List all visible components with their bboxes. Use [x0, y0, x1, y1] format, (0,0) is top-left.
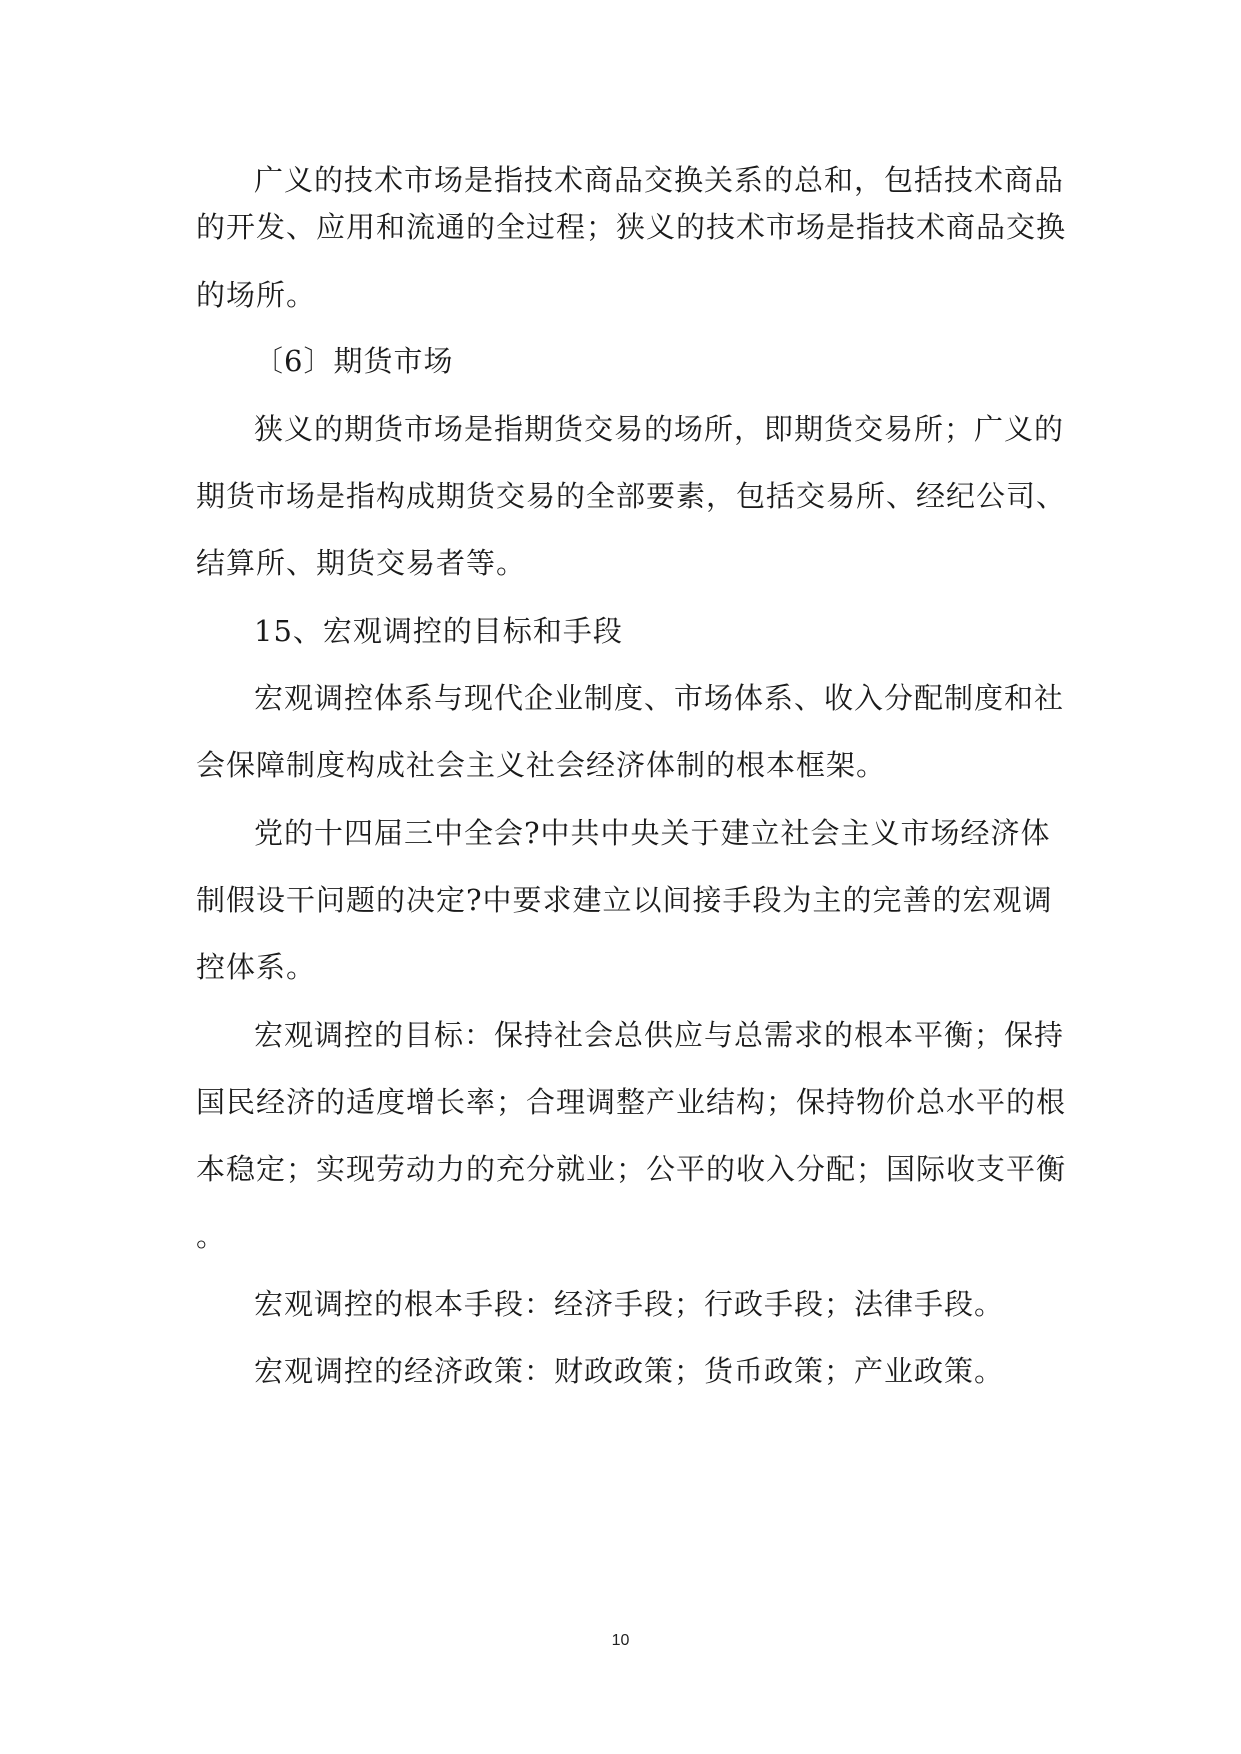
paragraph-line: 广义的技术市场是指技术商品交换关系的总和，包括技术商品: [254, 163, 1065, 197]
paragraph-line: 本稳定；实现劳动力的充分就业；公平的收入分配；国际收支平衡: [196, 1152, 1067, 1186]
paragraph-line: 的场所。: [196, 278, 317, 312]
paragraph-line: 期货市场是指构成期货交易的全部要素，包括交易所、经纪公司、: [196, 479, 1067, 513]
paragraph-line: 宏观调控的经济政策：财政政策；货币政策；产业政策。: [254, 1354, 1005, 1388]
page-number: 10: [611, 1632, 630, 1649]
paragraph-line: 狭义的期货市场是指期货交易的场所，即期货交易所；广义的: [254, 412, 1065, 446]
paragraph-line: 党的十四届三中全会?中共中央关于建立社会主义市场经济体: [254, 816, 1051, 850]
paragraph-line: 会保障制度构成社会主义社会经济体制的根本框架。: [196, 748, 887, 782]
paragraph-line: 控体系。: [196, 950, 317, 984]
section-heading: 〔6〕期货市场: [254, 344, 454, 378]
paragraph-line: 宏观调控的根本手段：经济手段；行政手段；法律手段。: [254, 1287, 1005, 1321]
paragraph-line: 国民经济的适度增长率；合理调整产业结构；保持物价总水平的根: [196, 1085, 1067, 1119]
paragraph-line: 宏观调控的目标：保持社会总供应与总需求的根本平衡；保持: [254, 1018, 1065, 1052]
section-heading: 15、宏观调控的目标和手段: [254, 614, 623, 648]
paragraph-line: 结算所、期货交易者等。: [196, 546, 527, 580]
paragraph-line: 的开发、应用和流通的全过程；狭义的技术市场是指技术商品交换: [196, 210, 1067, 244]
paragraph-line: 宏观调控体系与现代企业制度、市场体系、收入分配制度和社: [254, 681, 1065, 715]
paragraph-line: 制假设干问题的决定?中要求建立以间接手段为主的完善的宏观调: [196, 883, 1053, 917]
paragraph-line: 。: [196, 1219, 227, 1253]
